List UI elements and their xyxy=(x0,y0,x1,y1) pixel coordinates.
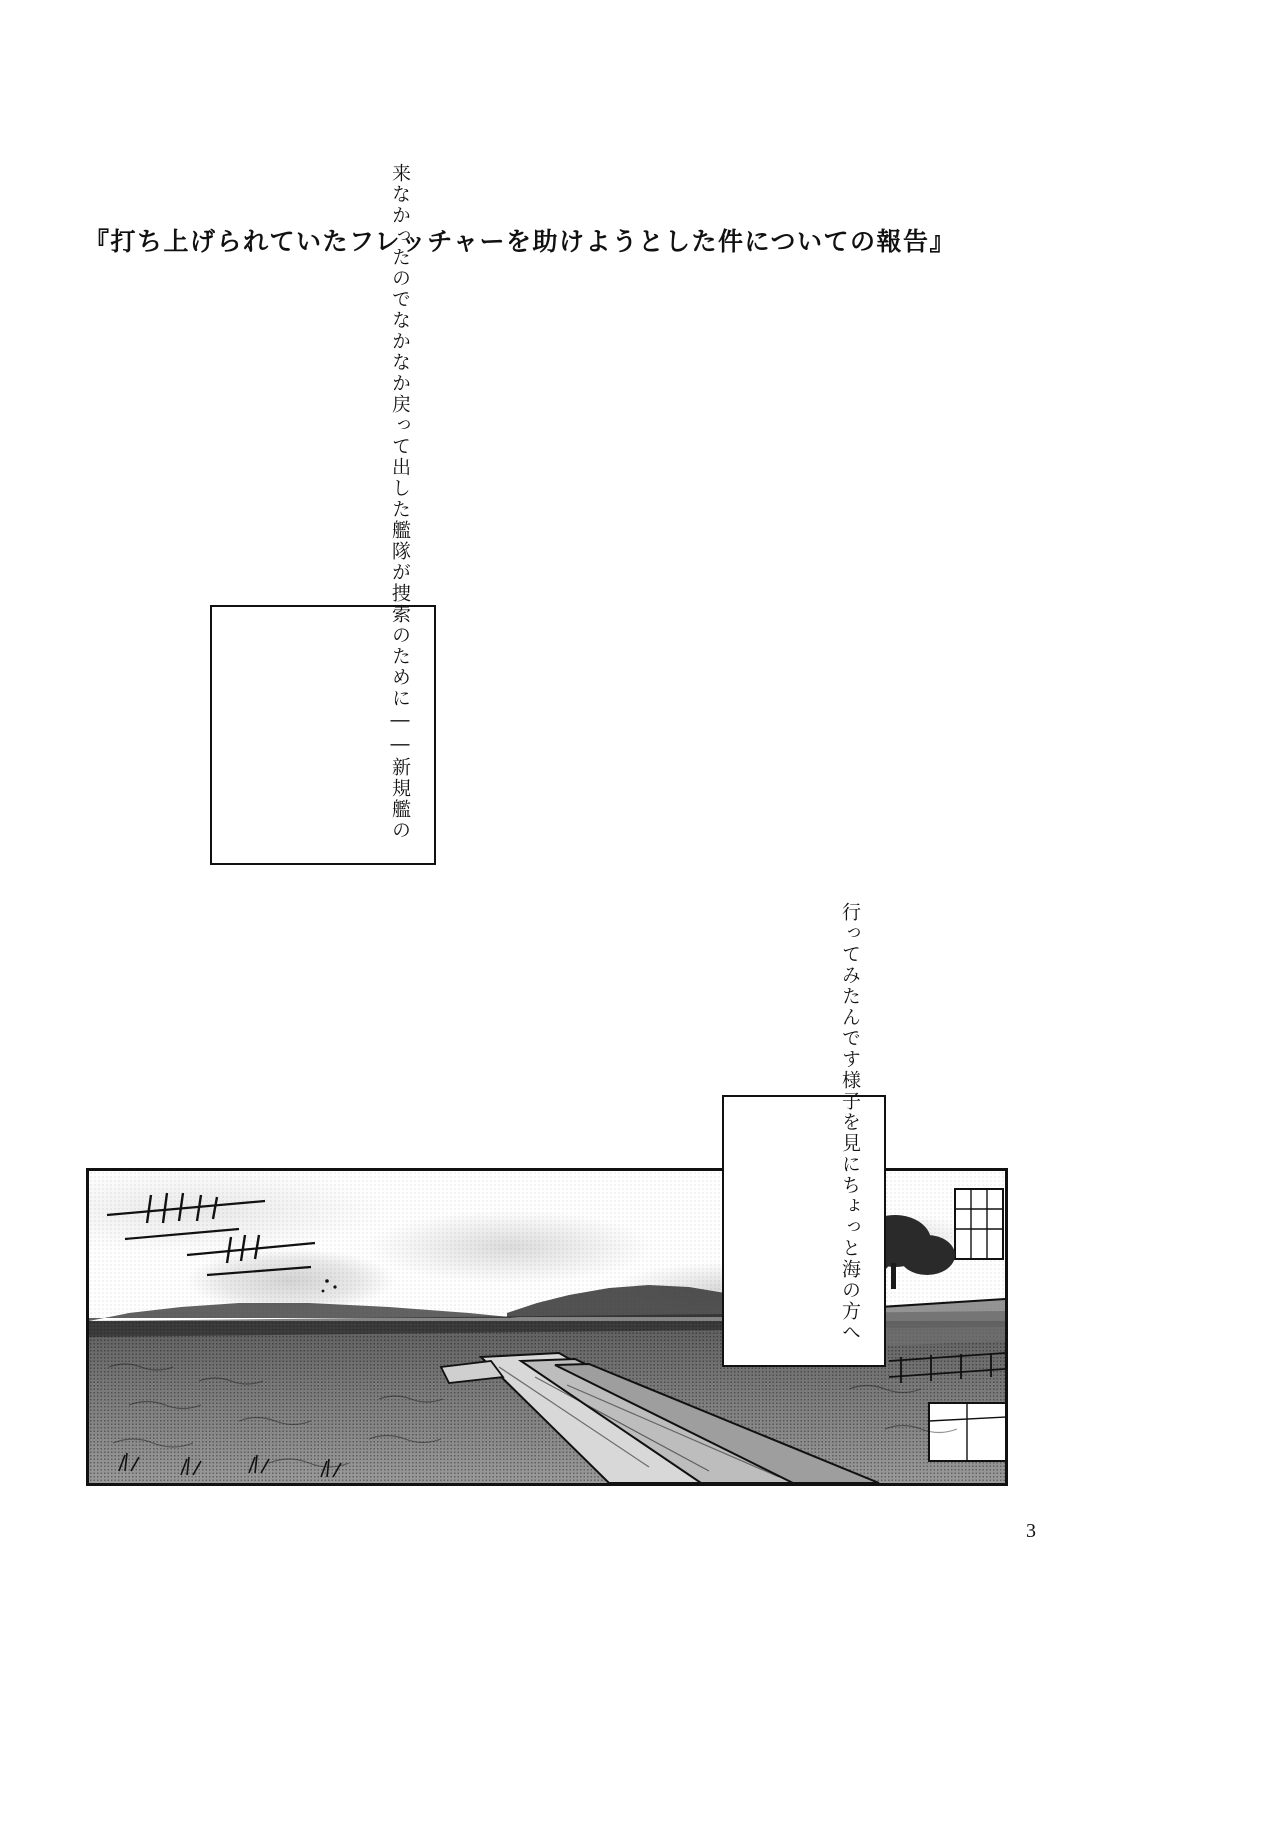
wooden-pier xyxy=(481,1353,879,1483)
balloon-1-line-2: 出した艦隊が xyxy=(389,457,411,583)
balloon-1-line-4: 来なかったので xyxy=(389,163,411,310)
balloon-1-line-0: ――新規艦の xyxy=(389,709,411,841)
page-number: 3 xyxy=(1026,1520,1036,1542)
pier-end-block xyxy=(441,1361,503,1383)
balloon-2-line-2: 行ってみたんです xyxy=(839,902,861,1070)
balloon-1-line-1: 捜索のために xyxy=(389,583,411,709)
speed-line-dots-icon xyxy=(322,1279,337,1292)
balloon-2-line-0: ちょっと海の方へ xyxy=(839,1175,861,1343)
speech-balloon-1 xyxy=(210,163,436,865)
balloon-2-line-1: 様子を見に xyxy=(839,1070,861,1175)
fence xyxy=(889,1353,1005,1383)
speed-lines-icon xyxy=(107,1201,315,1275)
page-title: 『打ち上げられていたフレッチャーを助けようとした件についての報告』 xyxy=(84,227,957,256)
building xyxy=(955,1189,1003,1259)
speech-balloon-2 xyxy=(722,902,886,1367)
grass-tufts xyxy=(119,1453,341,1477)
balloon-1-line-3: なかなか戻って xyxy=(389,310,411,457)
